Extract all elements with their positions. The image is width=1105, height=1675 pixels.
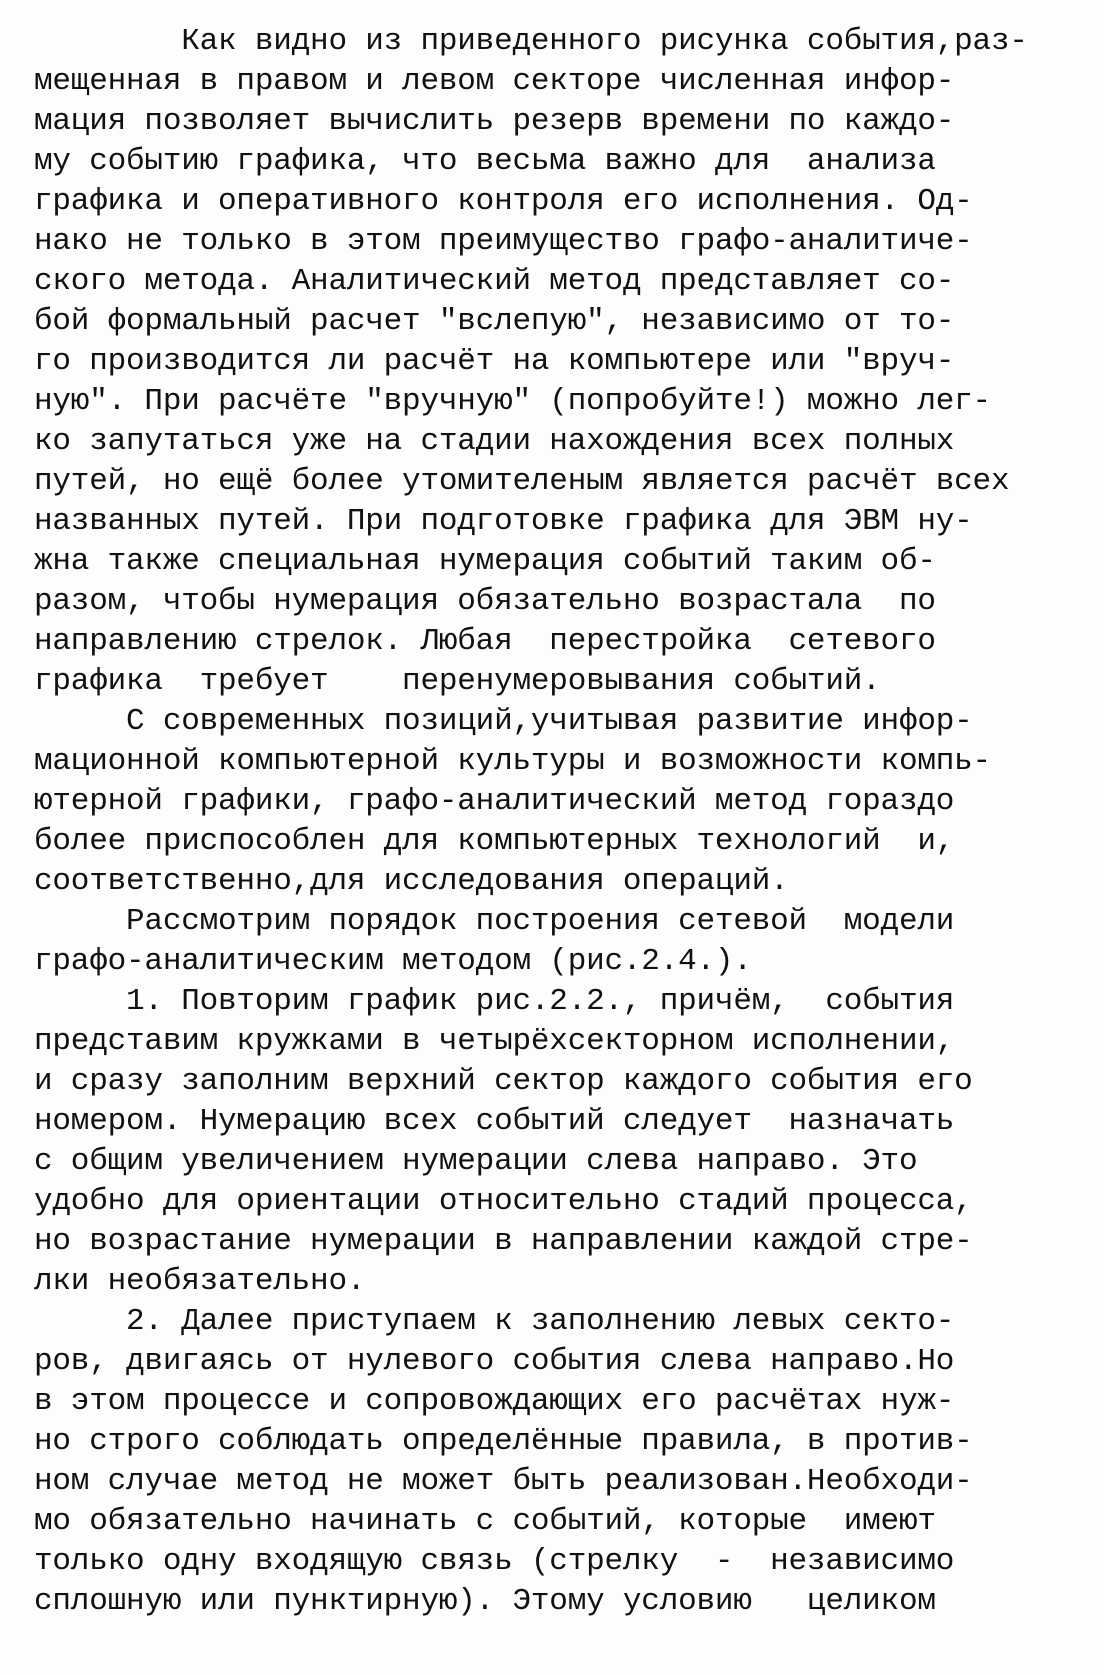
text-line: мещенная в правом и левом секторе численная инфор- <box>34 64 955 99</box>
text-line: только одну входящую связь (стрелку - независимо <box>34 1544 955 1579</box>
text-line: названных путей. При подготовке графика для ЭВМ ну- <box>34 504 973 539</box>
text-line: С современных позиций,учитывая развитие инфор- <box>34 704 973 739</box>
text-line: мо обязательно начинать с событий, которые имеют <box>34 1504 936 1539</box>
text-line: нако не только в этом преимущество графо-аналитиче- <box>34 224 973 259</box>
text-line: направлению стрелок. Любая перестройка сетевого <box>34 624 936 659</box>
text-line: ную". При расчёте "вручную" (попробуйте!) можно лег- <box>34 384 991 419</box>
text-line: ров, двигаясь от нулевого события слева направо.Но <box>34 1344 955 1379</box>
text-line: номером. Нумерацию всех событий следует назначать <box>34 1104 955 1139</box>
text-line: но возрастание нумерации в направлении каждой стре- <box>34 1224 973 1259</box>
text-line: бой формальный расчет "вслепую", независимо от то- <box>34 304 955 339</box>
text-line: лки необязательно. <box>34 1264 366 1299</box>
text-line: и сразу заполним верхний сектор каждого события его <box>34 1064 973 1099</box>
text-line: но строго соблюдать определённые правила, в против- <box>34 1424 973 1459</box>
text-line: мационной компьютерной культуры и возможности компь- <box>34 744 991 779</box>
text-line: ютерной графики, графо-аналитический метод гораздо <box>34 784 955 819</box>
text-line: удобно для ориентации относительно стадий процесса, <box>34 1184 973 1219</box>
text-line: 1. Повторим график рис.2.2., причём, события <box>34 984 955 1019</box>
text-line: ко запутаться уже на стадии нахождения всех полных <box>34 424 955 459</box>
text-line: го производится ли расчёт на компьютере или "вруч- <box>34 344 955 379</box>
text-line: в этом процессе и сопровождающих его расчётах нуж- <box>34 1384 955 1419</box>
text-line: соответственно,для исследования операций. <box>34 864 789 899</box>
text-line: Рассмотрим порядок построения сетевой модели <box>34 904 955 939</box>
text-line: представим кружками в четырёхсекторном исполнении, <box>34 1024 955 1059</box>
text-line: с общим увеличением нумерации слева направо. Это <box>34 1144 918 1179</box>
text-line: Как видно из приведенного рисунка события,раз- <box>34 24 1028 59</box>
text-line: графо-аналитическим методом (рис.2.4.). <box>34 944 752 979</box>
text-line: мация позволяет вычислить резерв времени по каждо- <box>34 104 955 139</box>
text-line: жна также специальная нумерация событий таким об- <box>34 544 936 579</box>
text-line: сплошную или пунктирную). Этому условию целиком <box>34 1584 936 1619</box>
text-line: му событию графика, что весьма важно для анализа <box>34 144 936 179</box>
text-line: графика и оперативного контроля его исполнения. Од- <box>34 184 973 219</box>
text-line: более приспособлен для компьютерных технологий и, <box>34 824 955 859</box>
text-line: графика требует перенумеровывания событий. <box>34 664 881 699</box>
text-line: разом, чтобы нумерация обязательно возрастала по <box>34 584 936 619</box>
text-line: ского метода. Аналитический метод представляет со- <box>34 264 955 299</box>
text-line: ном случае метод не может быть реализован.Необходи- <box>34 1464 973 1499</box>
text-line: путей, но ещё более утомителеным является расчёт всех <box>34 464 1010 499</box>
text-line: 2. Далее приступаем к заполнению левых секто- <box>34 1304 955 1339</box>
